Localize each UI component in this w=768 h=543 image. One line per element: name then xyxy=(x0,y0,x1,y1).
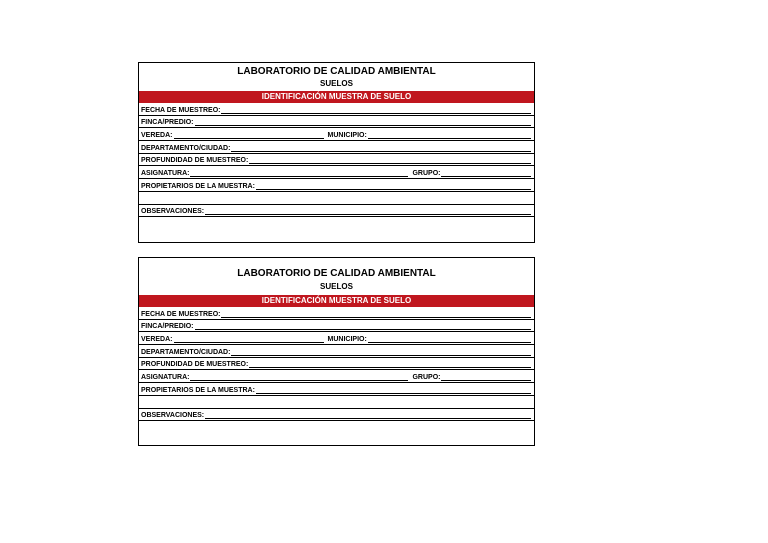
finca-field[interactable] xyxy=(195,328,532,330)
propietarios-label: PROPIETARIOS DE LA MUESTRA: xyxy=(141,386,255,394)
grupo-field[interactable] xyxy=(441,379,531,381)
profundidad-field[interactable] xyxy=(249,162,531,164)
blank-line[interactable] xyxy=(139,217,534,230)
observaciones-field[interactable] xyxy=(205,417,531,419)
departamento-row xyxy=(139,141,534,154)
departamento-row xyxy=(139,345,534,358)
asignatura-row xyxy=(139,166,534,179)
vereda-field[interactable] xyxy=(174,341,324,343)
asignatura-label: ASIGNATURA: xyxy=(141,170,190,178)
observaciones-field[interactable] xyxy=(205,213,531,215)
profundidad-label: PROFUNDIDAD DE MUESTREO: xyxy=(141,361,249,369)
section-banner: IDENTIFICACIÓN MUESTRA DE SUELO xyxy=(139,295,534,307)
departamento-field[interactable] xyxy=(231,354,531,356)
municipio-field[interactable] xyxy=(368,137,531,139)
profundidad-row xyxy=(139,358,534,371)
asignatura-field[interactable] xyxy=(190,175,408,177)
vereda-row xyxy=(139,128,534,141)
propietarios-field[interactable] xyxy=(256,188,531,190)
fecha-field[interactable] xyxy=(221,316,531,318)
sample-label-card xyxy=(138,257,535,446)
vereda-label: VEREDA: xyxy=(141,132,173,140)
sample-label-card xyxy=(138,62,535,243)
vereda-row xyxy=(139,332,534,345)
propietarios-label: PROPIETARIOS DE LA MUESTRA: xyxy=(141,182,255,190)
profundidad-row xyxy=(139,154,534,167)
fecha-label: FECHA DE MUESTREO: xyxy=(141,310,221,318)
municipio-label: MUNICIPIO: xyxy=(327,132,367,140)
observaciones-row xyxy=(139,205,534,218)
observaciones-label: OBSERVACIONES: xyxy=(141,412,205,420)
lab-title: LABORATORIO DE CALIDAD AMBIENTAL xyxy=(237,268,436,279)
observaciones-row xyxy=(139,409,534,422)
lab-subtitle: SUELOS xyxy=(320,282,353,291)
fecha-row xyxy=(139,103,534,116)
blank-line[interactable] xyxy=(139,396,534,409)
section-banner: IDENTIFICACIÓN MUESTRA DE SUELO xyxy=(139,91,534,103)
propietarios-field[interactable] xyxy=(256,392,531,394)
finca-label: FINCA/PREDIO: xyxy=(141,323,194,331)
propietarios-row xyxy=(139,179,534,192)
vereda-field[interactable] xyxy=(174,137,324,139)
grupo-label: GRUPO: xyxy=(412,170,441,178)
blank-line[interactable] xyxy=(139,421,534,434)
asignatura-field[interactable] xyxy=(190,379,408,381)
departamento-label: DEPARTAMENTO/CIUDAD: xyxy=(141,348,231,356)
municipio-field[interactable] xyxy=(368,341,531,343)
departamento-label: DEPARTAMENTO/CIUDAD: xyxy=(141,144,231,152)
departamento-field[interactable] xyxy=(231,150,531,152)
municipio-label: MUNICIPIO: xyxy=(327,336,367,344)
observaciones-label: OBSERVACIONES: xyxy=(141,208,205,216)
asignatura-row xyxy=(139,370,534,383)
vereda-label: VEREDA: xyxy=(141,336,173,344)
asignatura-label: ASIGNATURA: xyxy=(141,374,190,382)
fecha-label: FECHA DE MUESTREO: xyxy=(141,106,221,114)
finca-label: FINCA/PREDIO: xyxy=(141,119,194,127)
lab-subtitle: SUELOS xyxy=(320,79,353,88)
profundidad-label: PROFUNDIDAD DE MUESTREO: xyxy=(141,157,249,165)
profundidad-field[interactable] xyxy=(249,366,531,368)
grupo-label: GRUPO: xyxy=(412,374,441,382)
fecha-row xyxy=(139,307,534,320)
propietarios-row xyxy=(139,383,534,396)
finca-row xyxy=(139,116,534,129)
fecha-field[interactable] xyxy=(221,112,531,114)
grupo-field[interactable] xyxy=(441,175,531,177)
lab-title: LABORATORIO DE CALIDAD AMBIENTAL xyxy=(237,66,436,77)
blank-line[interactable] xyxy=(139,192,534,205)
finca-row xyxy=(139,320,534,333)
finca-field[interactable] xyxy=(195,124,532,126)
